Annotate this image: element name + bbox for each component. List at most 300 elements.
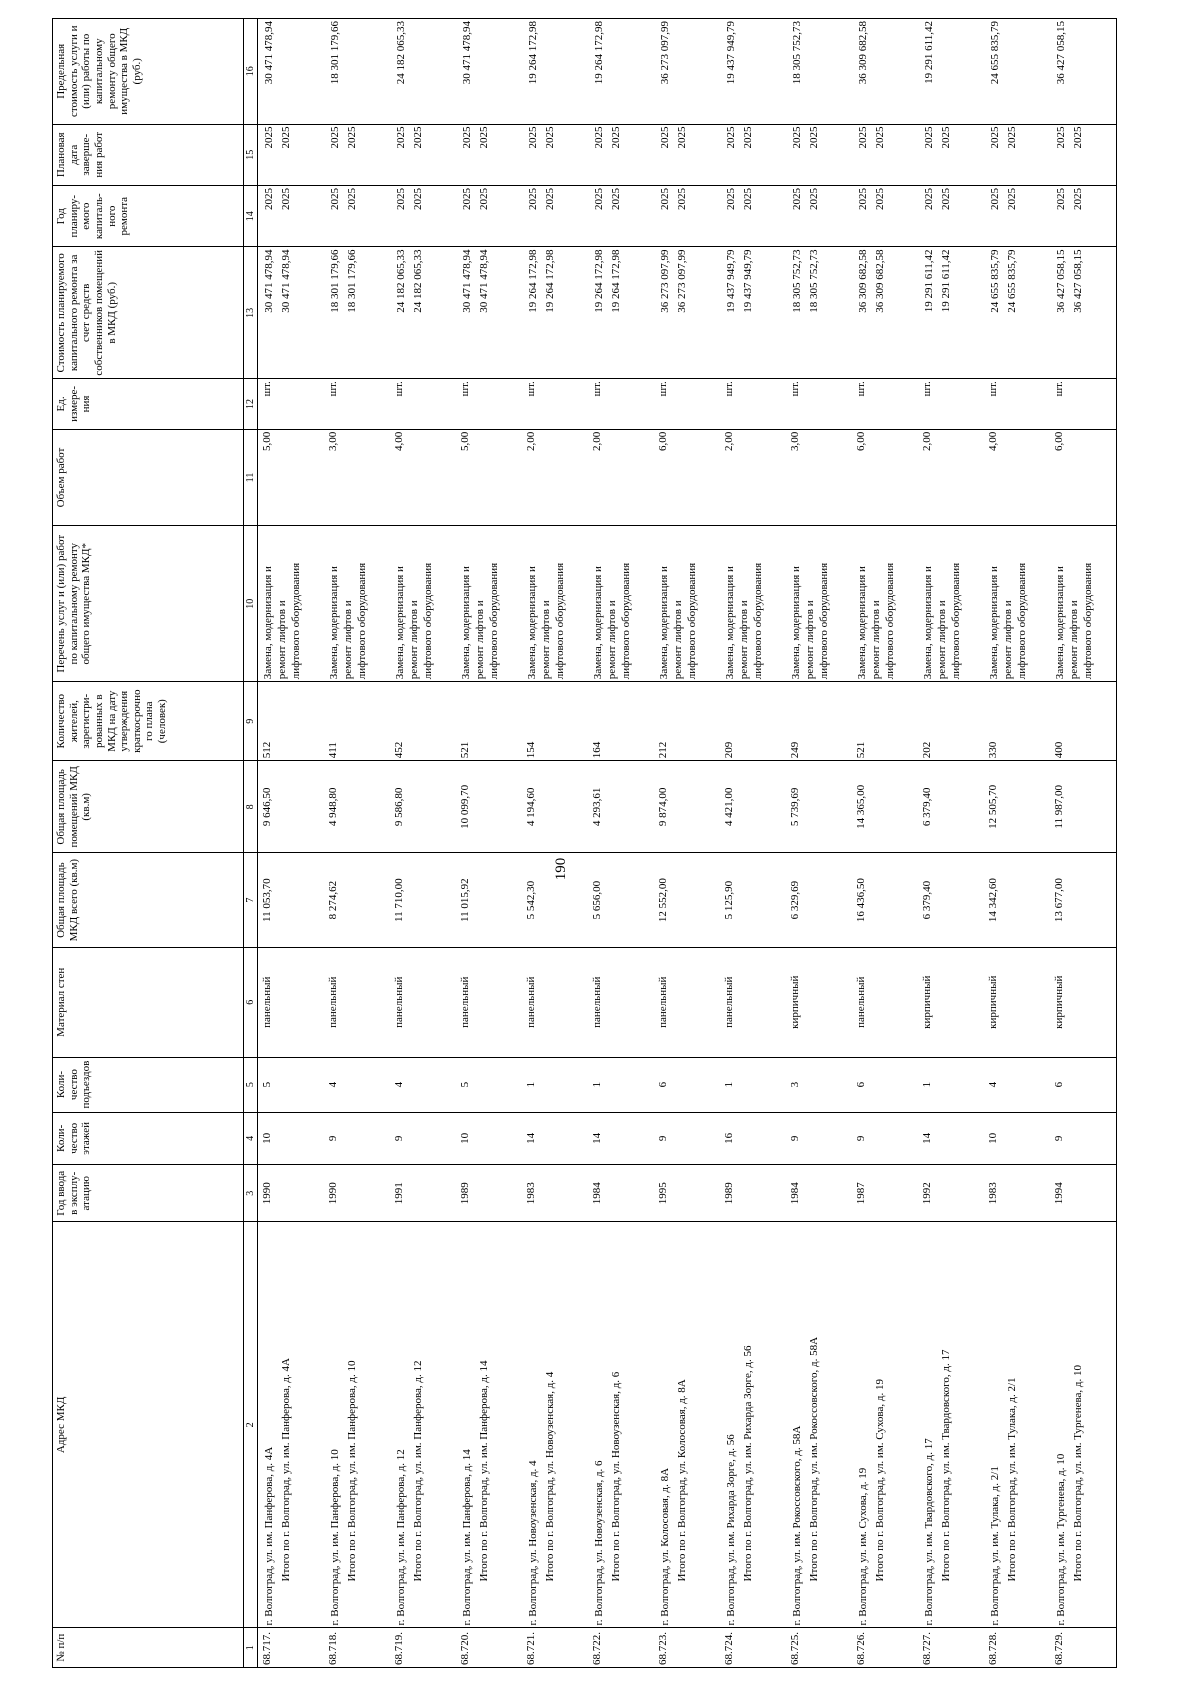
rooms-area-cell [324, 761, 390, 853]
rooms-area-cell [654, 761, 720, 853]
year-built: 1983 [987, 1182, 999, 1205]
cost-cell [588, 247, 654, 379]
address: г. Волгоград, ул. им. Рихарда Зорге, д. 56 [725, 1434, 737, 1626]
plan-year: 2025 [989, 187, 1001, 210]
year-built: 1989 [723, 1182, 735, 1205]
row-number: 68.721. [525, 1632, 537, 1665]
total-area: 5 125,90 [723, 880, 735, 920]
work-list-cell [852, 526, 918, 682]
cost-cell [522, 247, 588, 379]
year-built-cell [258, 1165, 325, 1222]
year-built-cell [720, 1165, 786, 1222]
unit-cell [522, 379, 588, 430]
column-header: Адрес МКД [53, 1222, 244, 1628]
total-label: Итого по г. Волгоград, ул. им. Твардовского, д. 17 [940, 1349, 952, 1582]
end-year: 2025 [263, 126, 275, 149]
row-number: 68.723. [657, 1632, 669, 1665]
table-row [456, 19, 522, 1668]
total-area: 13 677,00 [1053, 878, 1065, 923]
floors: 9 [393, 1135, 405, 1142]
end-year-cell [984, 124, 1050, 185]
end-year-cell [918, 124, 984, 185]
row-number-cell [390, 1628, 456, 1668]
row-number: 68.720. [459, 1632, 471, 1665]
row-number-cell [324, 1628, 390, 1668]
total-area-cell [852, 853, 918, 947]
end-year: 2025 [527, 126, 539, 149]
address-cell [786, 1222, 852, 1628]
entrances: 3 [789, 1081, 801, 1088]
wall-material: панельный [591, 976, 603, 1028]
plan-year-total: 2025 [280, 187, 292, 210]
work-list-cell [588, 526, 654, 682]
plan-year-total: 2025 [544, 187, 556, 210]
row-number-cell [258, 1628, 325, 1668]
total-area-cell [390, 853, 456, 947]
cost: 18 301 179,66 [329, 249, 341, 313]
rooms-area-cell [456, 761, 522, 853]
limit-cell [522, 19, 588, 125]
work-line: лифтового оборудования [686, 562, 698, 680]
floors: 10 [459, 1132, 471, 1144]
volume: 5,00 [261, 431, 273, 451]
plan-year-cell [588, 185, 654, 246]
floors-cell [324, 1112, 390, 1165]
total-area-cell [1050, 853, 1117, 947]
rooms-area: 10 099,70 [459, 784, 471, 829]
plan-year-cell [324, 185, 390, 246]
limit: 24 182 065,33 [395, 21, 407, 85]
column-number: 11 [244, 429, 258, 526]
cost: 36 427 058,15 [1055, 249, 1067, 313]
total-label: Итого по г. Волгоград, ул. им. Сухова, д. 19 [874, 1379, 886, 1582]
end-year-cell [720, 124, 786, 185]
work-line: Замена, модернизация и [1054, 566, 1066, 680]
volume: 2,00 [921, 431, 933, 451]
wall-material: панельный [261, 976, 273, 1028]
cost-total: 36 427 058,15 [1072, 249, 1084, 313]
column-number: 14 [244, 185, 258, 246]
volume: 6,00 [1053, 431, 1065, 451]
row-number-cell [852, 1628, 918, 1668]
row-number: 68.722. [591, 1632, 603, 1665]
work-line: ремонт лифтов и [804, 600, 816, 680]
total-area: 6 329,69 [789, 880, 801, 920]
volume: 4,00 [393, 431, 405, 451]
residents: 521 [855, 741, 867, 759]
row-number-cell [588, 1628, 654, 1668]
rooms-area-cell [786, 761, 852, 853]
work-list-cell [786, 526, 852, 682]
end-year-cell [1050, 124, 1117, 185]
row-number: 68.719. [393, 1632, 405, 1665]
total-area-cell [456, 853, 522, 947]
plan-year: 2025 [1055, 187, 1067, 210]
floors: 9 [1053, 1135, 1065, 1142]
entrances: 5 [459, 1081, 471, 1088]
residents-cell [720, 682, 786, 761]
total-label: Итого по г. Волгоград, ул. им. Панферова, д. 14 [478, 1360, 490, 1582]
plan-year-total: 2025 [1006, 187, 1018, 210]
plan-year: 2025 [659, 187, 671, 210]
total-label: Итого по г. Волгоград, ул. им. Тургенева, д. 10 [1072, 1365, 1084, 1582]
floors-cell [984, 1112, 1050, 1165]
column-number: 12 [244, 379, 258, 430]
total-area-cell [258, 853, 325, 947]
cost-cell [852, 247, 918, 379]
year-built-cell [522, 1165, 588, 1222]
end-year-cell [786, 124, 852, 185]
entrances: 6 [1053, 1081, 1065, 1088]
unit-cell [390, 379, 456, 430]
address: г. Волгоград, ул. им. Панферова, д. 12 [395, 1449, 407, 1626]
table-row [522, 19, 588, 1668]
column-header: Материал стен [53, 947, 244, 1057]
wall-material-cell [654, 947, 720, 1057]
entrances: 1 [525, 1081, 537, 1088]
wall-material-cell [918, 947, 984, 1057]
cost: 24 182 065,33 [395, 249, 407, 313]
work-line: Замена, модернизация и [856, 566, 868, 680]
work-line: лифтового оборудования [356, 562, 368, 680]
work-list-cell [720, 526, 786, 682]
rooms-area: 14 365,00 [855, 784, 867, 829]
plan-year-cell [918, 185, 984, 246]
rooms-area: 4 421,00 [723, 787, 735, 827]
cost: 30 471 478,94 [461, 249, 473, 313]
residents: 411 [327, 742, 339, 759]
work-list-cell [522, 526, 588, 682]
row-number: 68.717. [261, 1632, 273, 1665]
cost-cell [918, 247, 984, 379]
limit: 19 264 172,98 [527, 21, 539, 85]
address: г. Волгоград, ул. им. Панферова, д. 4А [263, 1446, 275, 1626]
residents-cell [324, 682, 390, 761]
table-row [654, 19, 720, 1668]
column-number: 1 [244, 1628, 258, 1668]
work-line: лифтового оборудования [422, 562, 434, 680]
address-cell [654, 1222, 720, 1628]
entrances-cell [522, 1057, 588, 1112]
address: г. Волгоград, ул. Новоузенская, д. 4 [527, 1460, 539, 1626]
unit: шт. [855, 381, 867, 397]
volume-cell [984, 429, 1050, 526]
total-area-cell [324, 853, 390, 947]
wall-material: панельный [327, 976, 339, 1028]
total-label: Итого по г. Волгоград, ул. им. Рихарда Зорге, д. 56 [742, 1345, 754, 1582]
address-cell [522, 1222, 588, 1628]
residents-cell [918, 682, 984, 761]
column-number: 4 [244, 1112, 258, 1165]
total-area: 14 342,60 [987, 878, 999, 923]
entrances: 1 [921, 1081, 933, 1088]
end-year-total: 2025 [610, 126, 622, 149]
floors-cell [258, 1112, 325, 1165]
address-cell [984, 1222, 1050, 1628]
volume: 2,00 [591, 431, 603, 451]
table-row [918, 19, 984, 1668]
entrances: 6 [855, 1081, 867, 1088]
end-year-total: 2025 [346, 126, 358, 149]
address: г. Волгоград, ул. Колосовая, д. 8А [659, 1467, 671, 1626]
work-line: лифтового оборудования [818, 562, 830, 680]
entrances-cell [390, 1057, 456, 1112]
cost-cell [786, 247, 852, 379]
volume-cell [522, 429, 588, 526]
work-line: лифтового оборудования [752, 562, 764, 680]
rooms-area: 9 874,00 [657, 787, 669, 827]
unit-cell [324, 379, 390, 430]
volume-cell [456, 429, 522, 526]
address: г. Волгоград, ул. Новоузенская, д. 6 [593, 1460, 605, 1626]
cost: 24 655 835,79 [989, 249, 1001, 313]
end-year-total: 2025 [280, 126, 292, 149]
rooms-area-cell [984, 761, 1050, 853]
limit: 19 264 172,98 [593, 21, 605, 85]
plan-year-cell [720, 185, 786, 246]
unit-cell [258, 379, 325, 430]
entrances-cell [1050, 1057, 1117, 1112]
plan-year-total: 2025 [478, 187, 490, 210]
total-area-cell [588, 853, 654, 947]
address: г. Волгоград, ул. им. Панферова, д. 14 [461, 1449, 473, 1626]
plan-year: 2025 [395, 187, 407, 210]
rotated-page [52, 18, 1200, 1668]
wall-material-cell [258, 947, 325, 1057]
work-line: лифтового оборудования [884, 562, 896, 680]
year-built: 1992 [921, 1182, 933, 1205]
cost: 36 273 097,99 [659, 249, 671, 313]
plan-year: 2025 [461, 187, 473, 210]
end-year-total: 2025 [412, 126, 424, 149]
column-header: Перечень услуг и (или) работ по капитальному ремонту общего имущества МКД* [53, 526, 244, 682]
work-line: ремонт лифтов и [1002, 600, 1014, 680]
cost-cell [390, 247, 456, 379]
floors: 9 [657, 1135, 669, 1142]
end-year-total: 2025 [874, 126, 886, 149]
address: г. Волгоград, ул. им. Панферова, д. 10 [329, 1449, 341, 1626]
residents-cell [390, 682, 456, 761]
address-cell [456, 1222, 522, 1628]
end-year: 2025 [329, 126, 341, 149]
volume-cell [258, 429, 325, 526]
floors: 14 [921, 1132, 933, 1144]
column-number: 9 [244, 682, 258, 761]
cost-total: 36 309 682,58 [874, 249, 886, 313]
wall-material-cell [588, 947, 654, 1057]
row-number: 68.728. [987, 1632, 999, 1665]
volume: 3,00 [789, 431, 801, 451]
plan-year-total: 2025 [346, 187, 358, 210]
unit-cell [984, 379, 1050, 430]
row-number: 68.718. [327, 1632, 339, 1665]
column-number: 8 [244, 761, 258, 853]
limit: 36 427 058,15 [1055, 21, 1067, 85]
table-row [258, 19, 325, 1668]
end-year-cell [456, 124, 522, 185]
year-built-cell [324, 1165, 390, 1222]
column-number: 3 [244, 1165, 258, 1222]
cost: 36 309 682,58 [857, 249, 869, 313]
floors: 10 [261, 1132, 273, 1144]
work-line: лифтового оборудования [488, 562, 500, 680]
table-row [720, 19, 786, 1668]
entrances-cell [852, 1057, 918, 1112]
unit: шт. [657, 381, 669, 397]
year-built: 1989 [459, 1182, 471, 1205]
year-built: 1990 [327, 1182, 339, 1205]
total-area: 8 274,62 [327, 880, 339, 920]
column-header: Коли-чество подъездов [53, 1057, 244, 1112]
total-label: Итого по г. Волгоград, ул. Колосовая, д. 8А [676, 1379, 688, 1582]
plan-year: 2025 [329, 187, 341, 210]
cost-cell [456, 247, 522, 379]
unit: шт. [525, 381, 537, 397]
residents: 202 [921, 741, 933, 759]
row-number-cell [720, 1628, 786, 1668]
cost-total: 36 273 097,99 [676, 249, 688, 313]
floors-cell [786, 1112, 852, 1165]
entrances-cell [654, 1057, 720, 1112]
limit: 30 471 478,94 [263, 21, 275, 85]
limit-cell [918, 19, 984, 125]
entrances-cell [786, 1057, 852, 1112]
end-year: 2025 [593, 126, 605, 149]
address-cell [720, 1222, 786, 1628]
cost-total: 30 471 478,94 [280, 249, 292, 313]
rooms-area-cell [258, 761, 325, 853]
row-number-cell [918, 1628, 984, 1668]
wall-material-cell [852, 947, 918, 1057]
work-line: ремонт лифтов и [276, 600, 288, 680]
floors-cell [456, 1112, 522, 1165]
wall-material-cell [984, 947, 1050, 1057]
wall-material-cell [456, 947, 522, 1057]
work-line: ремонт лифтов и [738, 600, 750, 680]
year-built-cell [1050, 1165, 1117, 1222]
volume-cell [390, 429, 456, 526]
table-row [852, 19, 918, 1668]
cost-cell [720, 247, 786, 379]
wall-material: кирпичный [987, 975, 999, 1029]
limit: 24 655 835,79 [989, 21, 1001, 85]
cost-cell [984, 247, 1050, 379]
unit: шт. [723, 381, 735, 397]
work-line: Замена, модернизация и [526, 566, 538, 680]
column-number: 2 [244, 1222, 258, 1628]
rooms-area: 9 586,80 [393, 787, 405, 827]
plan-year-total: 2025 [742, 187, 754, 210]
unit: шт. [987, 381, 999, 397]
address: г. Волгоград, ул. им. Тулака, д. 2/1 [989, 1466, 1001, 1626]
column-header: Объем работ [53, 429, 244, 526]
limit-cell [324, 19, 390, 125]
table-row [588, 19, 654, 1668]
year-built: 1987 [855, 1182, 867, 1205]
limit-cell [588, 19, 654, 125]
year-built: 1990 [261, 1182, 273, 1205]
volume: 2,00 [525, 431, 537, 451]
cost-total: 24 655 835,79 [1006, 249, 1018, 313]
column-header: Плановая дата заверше-ния работ [53, 124, 244, 185]
work-line: ремонт лифтов и [672, 600, 684, 680]
unit-cell [588, 379, 654, 430]
end-year-total: 2025 [1072, 126, 1084, 149]
column-header: Стоимость планируемого капитального ремонта за счет средств собственников помещений в МКД (руб.) [53, 247, 244, 379]
plan-year-total: 2025 [1072, 187, 1084, 210]
cost-total: 19 437 949,79 [742, 249, 754, 313]
rooms-area-cell [852, 761, 918, 853]
total-area: 5 542,30 [525, 880, 537, 920]
residents-cell [456, 682, 522, 761]
row-number: 68.725. [789, 1632, 801, 1665]
end-year: 2025 [791, 126, 803, 149]
floors-cell [720, 1112, 786, 1165]
entrances: 1 [723, 1081, 735, 1088]
column-number: 5 [244, 1057, 258, 1112]
work-line: Замена, модернизация и [394, 566, 406, 680]
plan-year-cell [390, 185, 456, 246]
unit-cell [456, 379, 522, 430]
column-number: 15 [244, 124, 258, 185]
cost: 19 264 172,98 [527, 249, 539, 313]
plan-year-cell [456, 185, 522, 246]
end-year-cell [852, 124, 918, 185]
residents: 154 [525, 741, 537, 759]
year-built: 1984 [789, 1182, 801, 1205]
wall-material: панельный [459, 976, 471, 1028]
residents-cell [1050, 682, 1117, 761]
end-year-total: 2025 [808, 126, 820, 149]
entrances-cell [588, 1057, 654, 1112]
work-list-cell [456, 526, 522, 682]
column-header: Общая площадь МКД всего (кв.м) [53, 853, 244, 947]
entrances: 4 [327, 1081, 339, 1088]
work-line: ремонт лифтов и [342, 600, 354, 680]
floors-cell [918, 1112, 984, 1165]
work-line: лифтового оборудования [950, 562, 962, 680]
end-year-total: 2025 [478, 126, 490, 149]
cost-total: 24 182 065,33 [412, 249, 424, 313]
end-year-total: 2025 [544, 126, 556, 149]
limit-cell [1050, 19, 1117, 125]
floors-cell [390, 1112, 456, 1165]
volume: 4,00 [987, 431, 999, 451]
plan-year-total: 2025 [676, 187, 688, 210]
limit: 19 291 611,42 [923, 21, 935, 84]
residents: 521 [459, 741, 471, 759]
end-year: 2025 [1055, 126, 1067, 149]
rooms-area: 4 293,61 [591, 787, 603, 827]
address-cell [852, 1222, 918, 1628]
total-label: Итого по г. Волгоград, ул. им. Панферова, д. 12 [412, 1360, 424, 1582]
total-area: 11 015,92 [459, 878, 471, 922]
end-year-total: 2025 [676, 126, 688, 149]
volume-cell [654, 429, 720, 526]
residents-cell [984, 682, 1050, 761]
wall-material-cell [720, 947, 786, 1057]
total-area: 16 436,50 [855, 878, 867, 923]
wall-material-cell [390, 947, 456, 1057]
total-area-cell [654, 853, 720, 947]
total-label: Итого по г. Волгоград, ул. Новоузенская, д. 6 [610, 1371, 622, 1582]
work-line: Замена, модернизация и [922, 566, 934, 680]
floors: 14 [525, 1132, 537, 1144]
work-line: Замена, модернизация и [328, 566, 340, 680]
unit-cell [918, 379, 984, 430]
end-year-cell [654, 124, 720, 185]
row-number-cell [654, 1628, 720, 1668]
